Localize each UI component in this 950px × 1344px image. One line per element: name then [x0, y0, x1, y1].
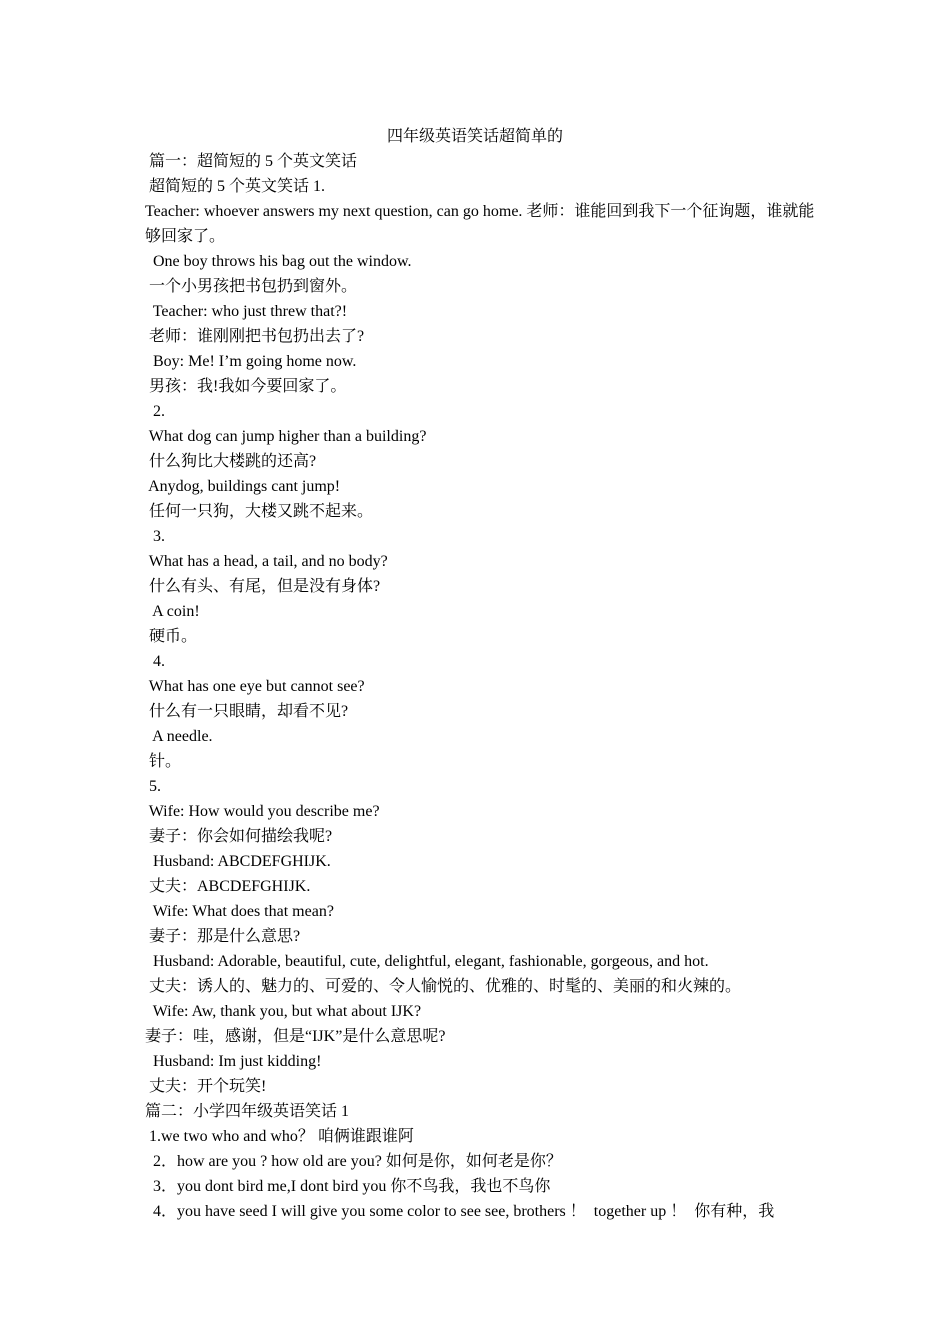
text-line: 2．how are you ? how old are you? 如何是你，如何老是你？ [145, 1153, 562, 1170]
text-line: Teacher: who just threw that?! [145, 303, 348, 320]
text-line: Wife: Aw, thank you, but what about IJK? [145, 1003, 422, 1020]
text-line: 丈夫：开个玩笑! [145, 1078, 267, 1095]
text-line: 针。 [145, 753, 182, 770]
text-line: 丈夫：ABCDEFGHIJK. [145, 878, 311, 895]
text-line: 妻子：你会如何描绘我呢? [145, 828, 333, 845]
text-line: Husband: Adorable, beautiful, cute, delightful, elegant, fashionable, gorgeous, and hot. [145, 953, 709, 970]
text-line: 什么狗比大楼跳的还高? [145, 453, 317, 470]
text-line: 丈夫：诱人的、魅力的、可爱的、令人愉悦的、优雅的、时髦的、美丽的和火辣的。 [145, 978, 742, 995]
text-line: Anydog, buildings cant jump! [145, 478, 341, 495]
text-line: What has a head, a tail, and no body? [145, 553, 388, 570]
text-line: 超简短的 5 个英文笑话 1. [145, 178, 326, 195]
text-line: 4．you have seed I will give you some color to see see, brothers ！ together up ！ 你有种，我 [145, 1203, 775, 1220]
text-line: 妻子：哇，感谢，但是“IJK”是什么意思呢? [145, 1028, 446, 1045]
text-line: Husband: Im just kidding! [145, 1053, 322, 1070]
text-line: 硬币。 [145, 628, 198, 645]
text-line: Wife: How would you describe me? [145, 803, 380, 820]
text-line: 3．you dont bird me,I dont bird you 你不鸟我，我也不鸟你 [145, 1178, 551, 1195]
text-line: One boy throws his bag out the window. [145, 253, 412, 270]
document-body [145, 149, 815, 1224]
text-line: 2. [145, 403, 165, 420]
text-line: 男孩：我!我如今要回家了。 [145, 378, 347, 395]
text-line: 什么有头、有尾，但是没有身体? [145, 578, 381, 595]
text-line: 1.we two who and who？ 咱俩谁跟谁阿 [145, 1128, 414, 1145]
text-line: 什么有一只眼睛，却看不见? [145, 703, 349, 720]
text-line: A coin! [145, 603, 200, 620]
text-line: 3. [145, 528, 165, 545]
text-line: 5. [145, 778, 161, 795]
text-line: 一个小男孩把书包扔到窗外。 [145, 278, 358, 295]
text-line: A needle. [145, 728, 213, 745]
text-line: Husband: ABCDEFGHIJK. [145, 853, 331, 870]
document-title: 四年级英语笑话超简单的 [386, 128, 563, 145]
text-line: What has one eye but cannot see? [145, 678, 365, 695]
text-line: 任何一只狗，大楼又跳不起来。 [145, 503, 374, 520]
text-line: What dog can jump higher than a building? [145, 428, 427, 445]
text-line: Boy: Me! I’m going home now. [145, 353, 357, 370]
section-heading-2: 篇二：小学四年级英语笑话 1 [145, 1103, 350, 1120]
text-line: 4. [145, 653, 165, 670]
section-heading-1: 篇一：超简短的 5 个英文笑话 [145, 153, 358, 170]
text-line: Wife: What does that mean? [145, 903, 334, 920]
text-line: 老师：谁刚刚把书包扔出去了? [145, 328, 365, 345]
text-line: 妻子：那是什么意思? [145, 928, 301, 945]
text-line: Teacher: whoever answers my next question, can go home. 老师：谁能回到我下一个征询题，谁就能够回家了。 [145, 203, 815, 245]
